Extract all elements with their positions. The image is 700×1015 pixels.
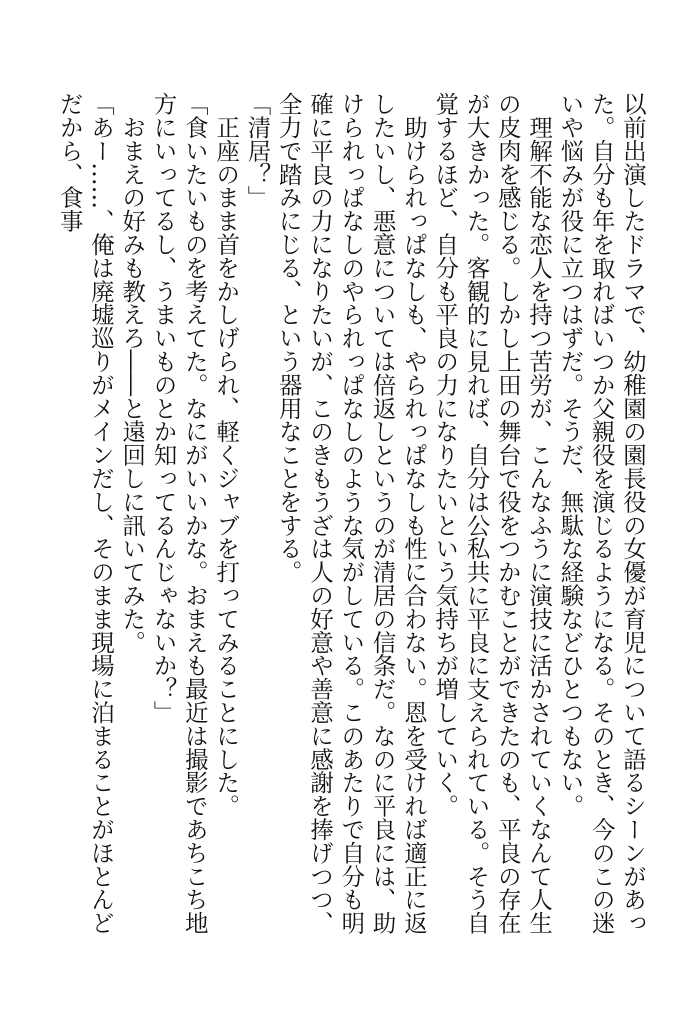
paragraph: 以前出演したドラマで、幼稚園の園長役の女優が育児について語るシーンがあった。自分も年を取ればいつか父親役を演じるようになる。そのとき、今のこの迷いや悩みが役に立つはずだ。そうだ、無駄な経験などひとつもない。 [556, 92, 647, 935]
paragraph: 正座のまま首をかしげられ、軽くジャブを打ってみることにした。 [212, 92, 241, 818]
paragraph: 「食いたいものを考えてた。なにがいいかな。おまえも最近は撮影であちこち地方にいってるし、うまいものとか知ってるんじゃないか？」 [149, 92, 209, 935]
paragraph: 助けられっぱなしも、やられっぱなしも性に合わない。恩を受ければ適正に返したいし、悪意については倍返しというのが清居の信条だ。なのに平良には、助けられっぱなしのやられっぱなしのような気がしている。このあたりで自分も明確に平良の力になりたいが、このきもうざは人の好意や善意に感謝を捧げつつ、全力で踏みにじる、という器用なことをする。 [274, 92, 428, 935]
paragraph: 「あー……、俺は廃墟巡りがメインだし、そのまま現場に泊まることがほとんどだから、食事 [55, 92, 115, 935]
paragraph: おまえの好みも教えろ――と遠回しに訊いてみた。 [118, 92, 147, 654]
paragraph: 理解不能な恋人を持つ苦労が、こんなふうに演技に活かされていくなんて人生の皮肉を感じる。しかし上田の舞台で役をつかむことができたのも、平良の存在が大きかった。客観的に見れば、自分は公私共に平良に支えられている。そう自覚するほど、自分も平良の力になりたいという気持ちが増していく。 [431, 92, 554, 935]
paragraph: 「清居？」 [243, 92, 272, 209]
vertical-text-body [28, 92, 648, 952]
